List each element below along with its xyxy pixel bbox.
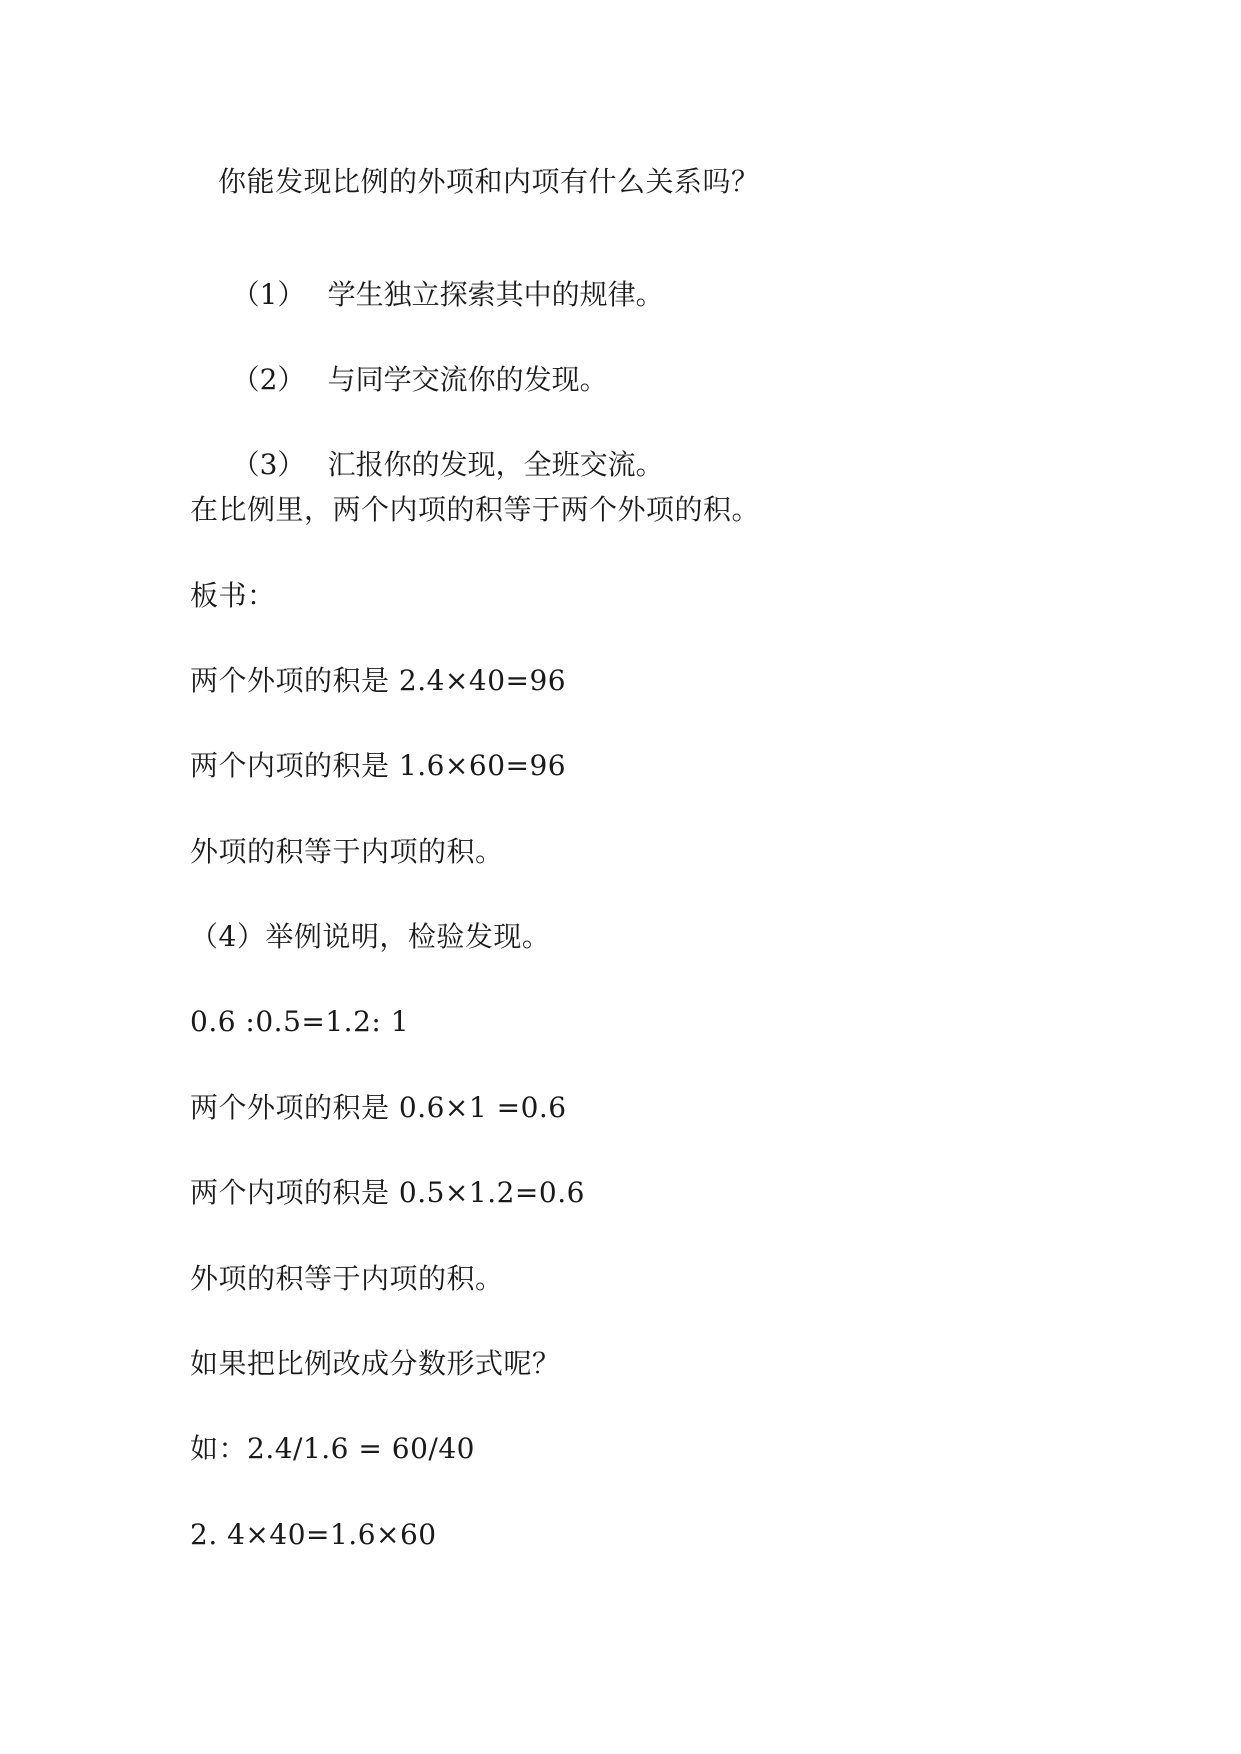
step-3-text: 汇报你的发现，全班交流。 (327, 448, 664, 481)
board-result: 外项的积等于内项的积。 (190, 835, 504, 868)
example-result: 外项的积等于内项的积。 (190, 1262, 504, 1295)
fraction-question: 如果把比例改成分数形式呢？ (190, 1347, 561, 1380)
step-1-number: （1） (231, 278, 306, 311)
board-inner-product: 两个内项的积是 1.6×60=96 (190, 749, 567, 782)
step-4: （4）举例说明，检验发现。 (190, 920, 551, 953)
board-label: 板书： (190, 579, 276, 612)
example-outer-product: 两个外项的积是 0.6×1 =0.6 (190, 1091, 567, 1124)
step-3-number: （3） (231, 448, 306, 481)
fraction-product: 2. 4×40=1.6×60 (190, 1518, 437, 1551)
fraction-example: 如：2.4/1.6 = 60/40 (190, 1432, 475, 1465)
intro-question: 你能发现比例的外项和内项有什么关系吗？ (218, 165, 760, 198)
example-inner-product: 两个内项的积是 0.5×1.2=0.6 (190, 1176, 585, 1209)
conclusion-text: 在比例里，两个内项的积等于两个外项的积。 (190, 493, 761, 526)
step-2-text: 与同学交流你的发现。 (327, 363, 608, 396)
board-outer-product: 两个外项的积是 2.4×40=96 (190, 664, 567, 697)
step-2-number: （2） (231, 363, 306, 396)
example-ratio: 0.6 :0.5=1.2: 1 (190, 1005, 410, 1038)
step-1-text: 学生独立探索其中的规律。 (327, 278, 664, 311)
